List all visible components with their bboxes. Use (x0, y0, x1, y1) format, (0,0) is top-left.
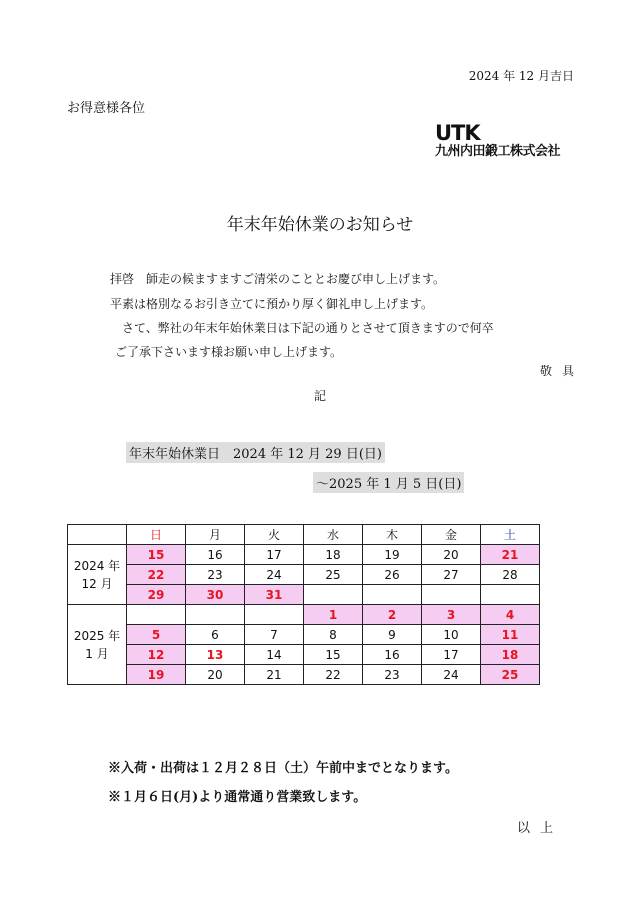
calendar-day-cell: 15 (127, 545, 186, 565)
month-label (68, 545, 127, 605)
calendar-day-cell: 13 (186, 645, 245, 665)
calendar-day-cell: 23 (186, 565, 245, 585)
calendar-week-row (68, 665, 540, 685)
calendar-body (68, 545, 540, 685)
month-label-year: 2025 年 (73, 628, 121, 643)
company-logo (435, 122, 560, 160)
calendar-day-cell (245, 605, 304, 625)
calendar-day-cell: 3 (422, 605, 481, 625)
calendar-day-cell: 17 (422, 645, 481, 665)
calendar-day-cell: 21 (481, 545, 540, 565)
calendar-day-cell (363, 585, 422, 605)
weekday-header-thu: 木 (363, 525, 422, 545)
notice-title: 年末年始休業のお知らせ (226, 215, 414, 235)
calendar-day-cell: 30 (186, 585, 245, 605)
calendar-day-cell: 18 (481, 645, 540, 665)
issue-date: 2024 年 12 月吉日 (468, 69, 574, 83)
logo-mark: UTK (435, 121, 480, 145)
calendar-day-cell: 17 (245, 545, 304, 565)
calendar-day-cell (481, 585, 540, 605)
calendar-day-cell: 2 (363, 605, 422, 625)
note-reopen: ※１月６日(月)より通常通り営業致します。 (108, 790, 367, 805)
calendar-week-row (68, 605, 540, 625)
calendar-day-cell: 24 (245, 565, 304, 585)
calendar-week-row (68, 565, 540, 585)
calendar-day-cell (422, 585, 481, 605)
calendar-day-cell: 15 (304, 645, 363, 665)
weekday-header-mon: 月 (186, 525, 245, 545)
company-name: 九州内田鍛工株式会社 (435, 144, 561, 159)
calendar-day-cell: 1 (304, 605, 363, 625)
calendar-day-cell: 5 (127, 625, 186, 645)
calendar-day-cell: 8 (304, 625, 363, 645)
calendar-week-row (68, 645, 540, 665)
calendar-day-cell (304, 585, 363, 605)
calendar-day-cell: 20 (422, 545, 481, 565)
calendar-corner (68, 525, 127, 545)
calendar-day-cell: 7 (245, 625, 304, 645)
body-line-1: 拝啓 師走の候ますますご清栄のこととお慶び申し上げます。 (110, 272, 446, 286)
calendar-day-cell: 20 (186, 665, 245, 685)
calendar-day-cell: 22 (127, 565, 186, 585)
calendar-day-cell: 29 (127, 585, 186, 605)
calendar-day-cell: 25 (481, 665, 540, 685)
body-line-2: 平素は格別なるお引き立てに預かり厚く御礼申し上げます。 (110, 297, 434, 311)
calendar-day-cell: 12 (127, 645, 186, 665)
calendar-day-cell: 25 (304, 565, 363, 585)
calendar-day-cell: 18 (304, 545, 363, 565)
weekday-header-sat: 土 (481, 525, 540, 545)
calendar-day-cell: 27 (422, 565, 481, 585)
calendar-day-cell (186, 605, 245, 625)
calendar-day-cell: 10 (422, 625, 481, 645)
holiday-calendar (67, 524, 540, 685)
weekday-header-wed: 水 (304, 525, 363, 545)
calendar-week-row (68, 585, 540, 605)
calendar-day-cell: 26 (363, 565, 422, 585)
calendar-day-cell: 24 (422, 665, 481, 685)
calendar-week-row (68, 625, 540, 645)
calendar-day-cell (127, 605, 186, 625)
ki-marker: 記 (314, 389, 327, 403)
closing-keigu: 敬具 (540, 364, 585, 378)
calendar-day-cell: 11 (481, 625, 540, 645)
calendar-day-cell: 31 (245, 585, 304, 605)
month-label-month: 12 月 (81, 576, 113, 591)
calendar-day-cell: 22 (304, 665, 363, 685)
month-label-month: 1 月 (85, 646, 109, 661)
calendar-day-cell: 16 (186, 545, 245, 565)
month-label-year: 2024 年 (73, 558, 121, 573)
calendar-day-cell: 19 (127, 665, 186, 685)
calendar-day-cell: 14 (245, 645, 304, 665)
calendar-week-row (68, 545, 540, 565)
calendar-day-cell: 28 (481, 565, 540, 585)
weekday-header-tue: 火 (245, 525, 304, 545)
note-shipping: ※入荷・出荷は１２月２８日（土）午前中までとなります。 (108, 761, 458, 776)
calendar-day-cell: 23 (363, 665, 422, 685)
holiday-period-start: 年末年始休業日 2024 年 12 月 29 日(日) (126, 442, 385, 463)
weekday-header-sun: 日 (127, 525, 186, 545)
body-line-3: さて、弊社の年末年始休業日は下記の通りとさせて頂きますので何卒 (110, 321, 494, 335)
calendar-day-cell: 19 (363, 545, 422, 565)
holiday-period-end: ～2025 年 1 月 5 日(日) (313, 472, 464, 493)
calendar-day-cell: 4 (481, 605, 540, 625)
calendar-day-cell: 21 (245, 665, 304, 685)
calendar-day-cell: 9 (363, 625, 422, 645)
body-line-4: ご了承下さいます様お願い申し上げます。 (115, 345, 343, 359)
weekday-header-fri: 金 (422, 525, 481, 545)
calendar-day-cell: 6 (186, 625, 245, 645)
month-label (68, 605, 127, 685)
calendar-day-cell: 16 (363, 645, 422, 665)
end-ijo: 以上 (517, 821, 564, 836)
recipient: お得意様各位 (67, 101, 146, 116)
calendar-header-row (68, 525, 540, 545)
